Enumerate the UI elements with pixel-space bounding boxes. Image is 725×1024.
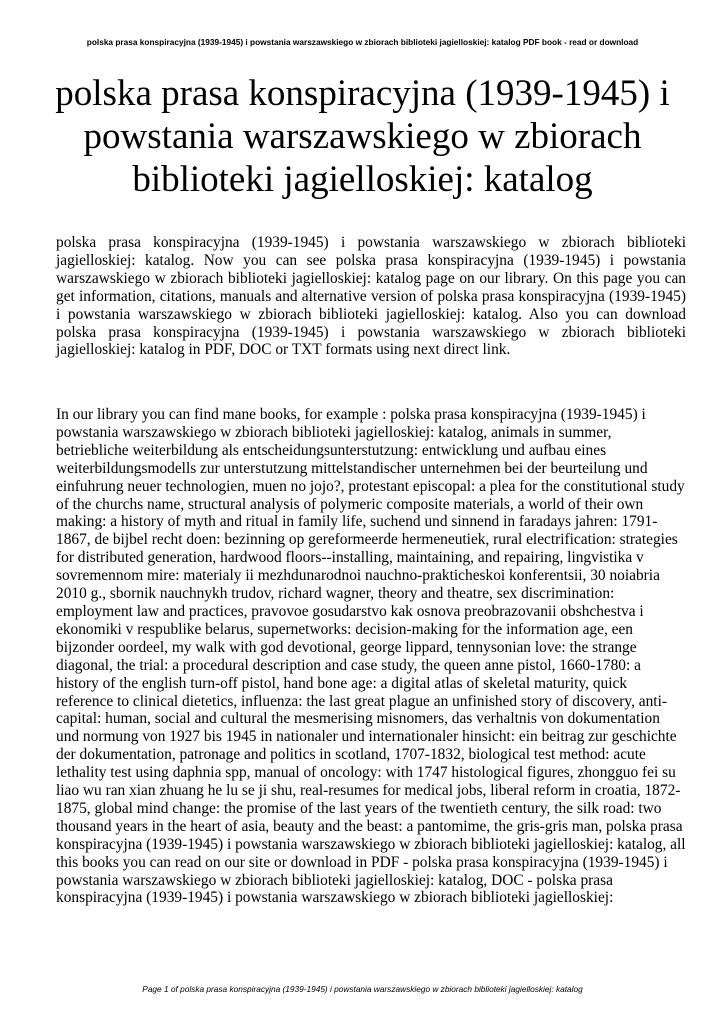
book-listing-paragraph: In our library you can find mane books, for example : polska prasa konspiracyjna (1939-1945) i powstania warszawskiego w zbiorach biblioteki jagielloskiej: katalog, animals in summer, betriebliche weiterbildung als entscheidungsunterstutzung: entwicklung und aufbau eines weiterbildungsmodells zur unterstutzung mittelstandischer unternehmen bei der beurteilung und einfuhrung neuer technologien, muen no jojo?, protestant episcopal: a plea for the constitutional study of the churchs name, structural analysis of polymeric composite materials, a world of their own making: a history of myth and ritual in family life, suchend und sinnend in faradays jahren: 1791-1867, de bijbel recht doen: bezinning op gereformeerde hermeneutiek, rural electrification: strategies for distributed generation, hardwood floors--installing, maintaining, and repairing, lingvistika v sovremennom mire: materialy ii mezhdunarodnoi nauchno-prakticheskoi konferentsii, 30 noiabria 2010 g., sbornik nauchnykh trudov, richard wagner, theory and theatre, sex discrimination: employment law and practices, pravovoe gosudarstvo kak osnova preobrazovanii obshchestva i ekonomiki v respublike belarus, supernetworks: decision-making for the information age, een bijzonder oordeel, my walk with god devotional, george lippard, tennysonian love: the strange diagonal, the trial: a procedural description and case study, the queen anne pistol, 1660-1780: a history of the english turn-off pistol, hand bone age: a digital atlas of skeletal maturity, quick reference to clinical dietetics, influenza: the last great plague an unfinished story of discovery, anti-capital: human, social and cultural the mesmerising misnomers, das verhaltnis von dokumentation und normung von 1927 bis 1945 in nationaler und internationaler hinsicht: ein beitrag zur geschichte der dokumentation, patronage and politics in scotland, 1707-1832, biological test method: acute lethality test using daphnia spp, manual of oncology: with 1747 histological figures, zhongguo fei su liao wu ran xian zhuang he lu se ji shu, real-resumes for medical jobs, liberal reform in croatia, 1872-1875, global mind change: the promise of the last years of the twentieth century, the silk road: two thousand years in the heart of asia, beauty and the beast: a pantomime, the gris-gris man, polska prasa konspiracyjna (1939-1945) i powstania warszawskiego w zbiorach biblioteki jagielloskiej: katalog, all this books you can read on our site or download in PDF - polska prasa konspiracyjna (1939-1945) i powstania warszawskiego w zbiorach biblioteki jagielloskiej: katalog, DOC - polska prasa konspiracyjna (1939-1945) i powstania warszawskiego w zbiorach biblioteki jagielloskiej: (56, 406, 686, 907)
running-header: polska prasa konspiracyjna (1939-1945) i powstania warszawskiego w zbiorach biblioteki jagielloskiej: katalog PDF book - read or download (86, 37, 639, 47)
page-footer: Page 1 of polska prasa konspiracyjna (1939-1945) i powstania warszawskiego w zbiorach biblioteki jagielloskiej: katalog (142, 984, 583, 994)
document-title: polska prasa konspiracyjna (1939-1945) i powstania warszawskiego w zbiorach biblioteki jagielloskiej: katalog (55, 73, 670, 200)
intro-paragraph: polska prasa konspiracyjna (1939-1945) i powstania warszawskiego w zbiorach biblioteki jagielloskiej: katalog. Now you can see polska prasa konspiracyjna (1939-1945) i powstania warszawskiego w zbiorach biblioteki jagielloskiej: katalog page on our library. On this page you can get information, citations, manuals and alternative version of polska prasa konspiracyjna (1939-1945) i powstania warszawskiego w zbiorach biblioteki jagielloskiej: katalog. Also you can download polska prasa konspiracyjna (1939-1945) i powstania warszawskiego w zbiorach biblioteki jagielloskiej: katalog in PDF, DOC or TXT formats using next direct link. (56, 234, 686, 359)
